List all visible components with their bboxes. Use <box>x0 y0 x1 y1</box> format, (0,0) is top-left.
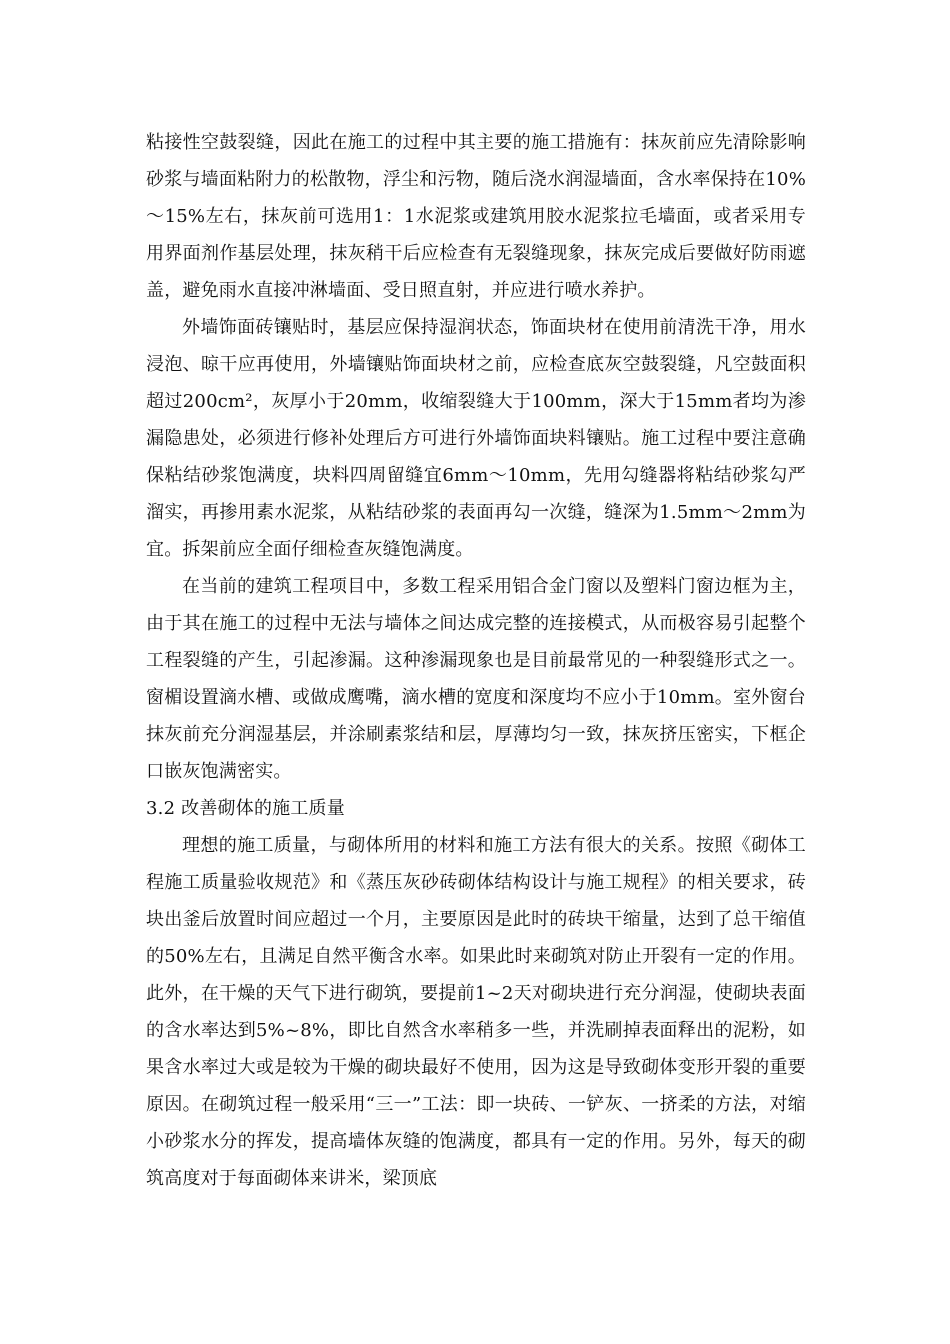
paragraph-window-frames: 在当前的建筑工程项目中，多数工程采用铝合金门窗以及塑料门窗边框为主，由于其在施工的过程中无法与墙体之间达成完整的连接模式，从而极容易引起整个工程裂缝的产生，引起渗漏。这种渗漏现象也是目前最常见的一种裂缝形式之一。窗楣设置滴水槽、或做成鹰嘴，滴水槽的宽度和深度均不应小于10mm。室外窗台抹灰前充分润湿基层，并涂刷素浆结和层，厚薄均匀一致，抹灰挤压密实，下框企口嵌灰饱满密实。 <box>146 576 806 782</box>
section-heading-3-2: 3.2 改善砌体的施工质量 <box>146 798 345 819</box>
paragraph-continued-plastering: 粘接性空鼓裂缝，因此在施工的过程中其主要的施工措施有：抹灰前应先清除影响砂浆与墙面粘附力的松散物，浮尘和污物，随后浇水润湿墙面，含水率保持在10%～15%左右，抹灰前可选用1：1水泥浆或建筑用胶水泥浆拉毛墙面，或者采用专用界面剂作基层处理，抹灰稍干后应检查有无裂缝现象，抹灰完成后要做好防雨遮盖，避免雨水直接冲淋墙面、受日照直射，并应进行喷水养护。 <box>146 132 806 301</box>
document-body <box>146 124 806 1197</box>
paragraph-masonry-quality: 理想的施工质量，与砌体所用的材料和施工方法有很大的关系。按照《砌体工程施工质量验收规范》和《蒸压灰砂砖砌体结构设计与施工规程》的相关要求，砖块出釜后放置时间应超过一个月，主要原因是此时的砖块干缩量，达到了总干缩值的50%左右，且满足自然平衡含水率。如果此时来砌筑对防止开裂有一定的作用。此外，在干燥的天气下进行砌筑，要提前1~2天对砌块进行充分润湿，使砌块表面的含水率达到5%~8%，即比自然含水率稍多一些，并洗刷掉表面释出的泥粉，如果含水率过大或是较为干燥的砌块最好不使用，因为这是导致砌体变形开裂的重要原因。在砌筑过程一般采用“三一”工法：即一块砖、一铲灰、一挤柔的方法，对缩小砂浆水分的挥发，提高墙体灰缝的饱满度，都具有一定的作用。另外，每天的砌筑高度对于每面砌体来讲米，梁顶底 <box>146 835 806 1189</box>
paragraph-exterior-tile: 外墙饰面砖镶贴时，基层应保持湿润状态，饰面块材在使用前清洗干净，用水浸泡、晾干应再使用，外墙镶贴饰面块材之前，应检查底灰空鼓裂缝，凡空鼓面积超过200cm²，灰厚小于20mm，收缩裂缝大于100mm，深大于15mm者均为渗漏隐患处，必须进行修补处理后方可进行外墙饰面块料镶贴。施工过程中要注意确保粘结砂浆饱满度，块料四周留缝宜6mm～10mm，先用勾缝器将粘结砂浆勾严溜实，再掺用素水泥浆，从粘结砂浆的表面再勾一次缝，缝深为1.5mm～2mm为宜。拆架前应全面仔细检查灰缝饱满度。 <box>146 317 806 560</box>
